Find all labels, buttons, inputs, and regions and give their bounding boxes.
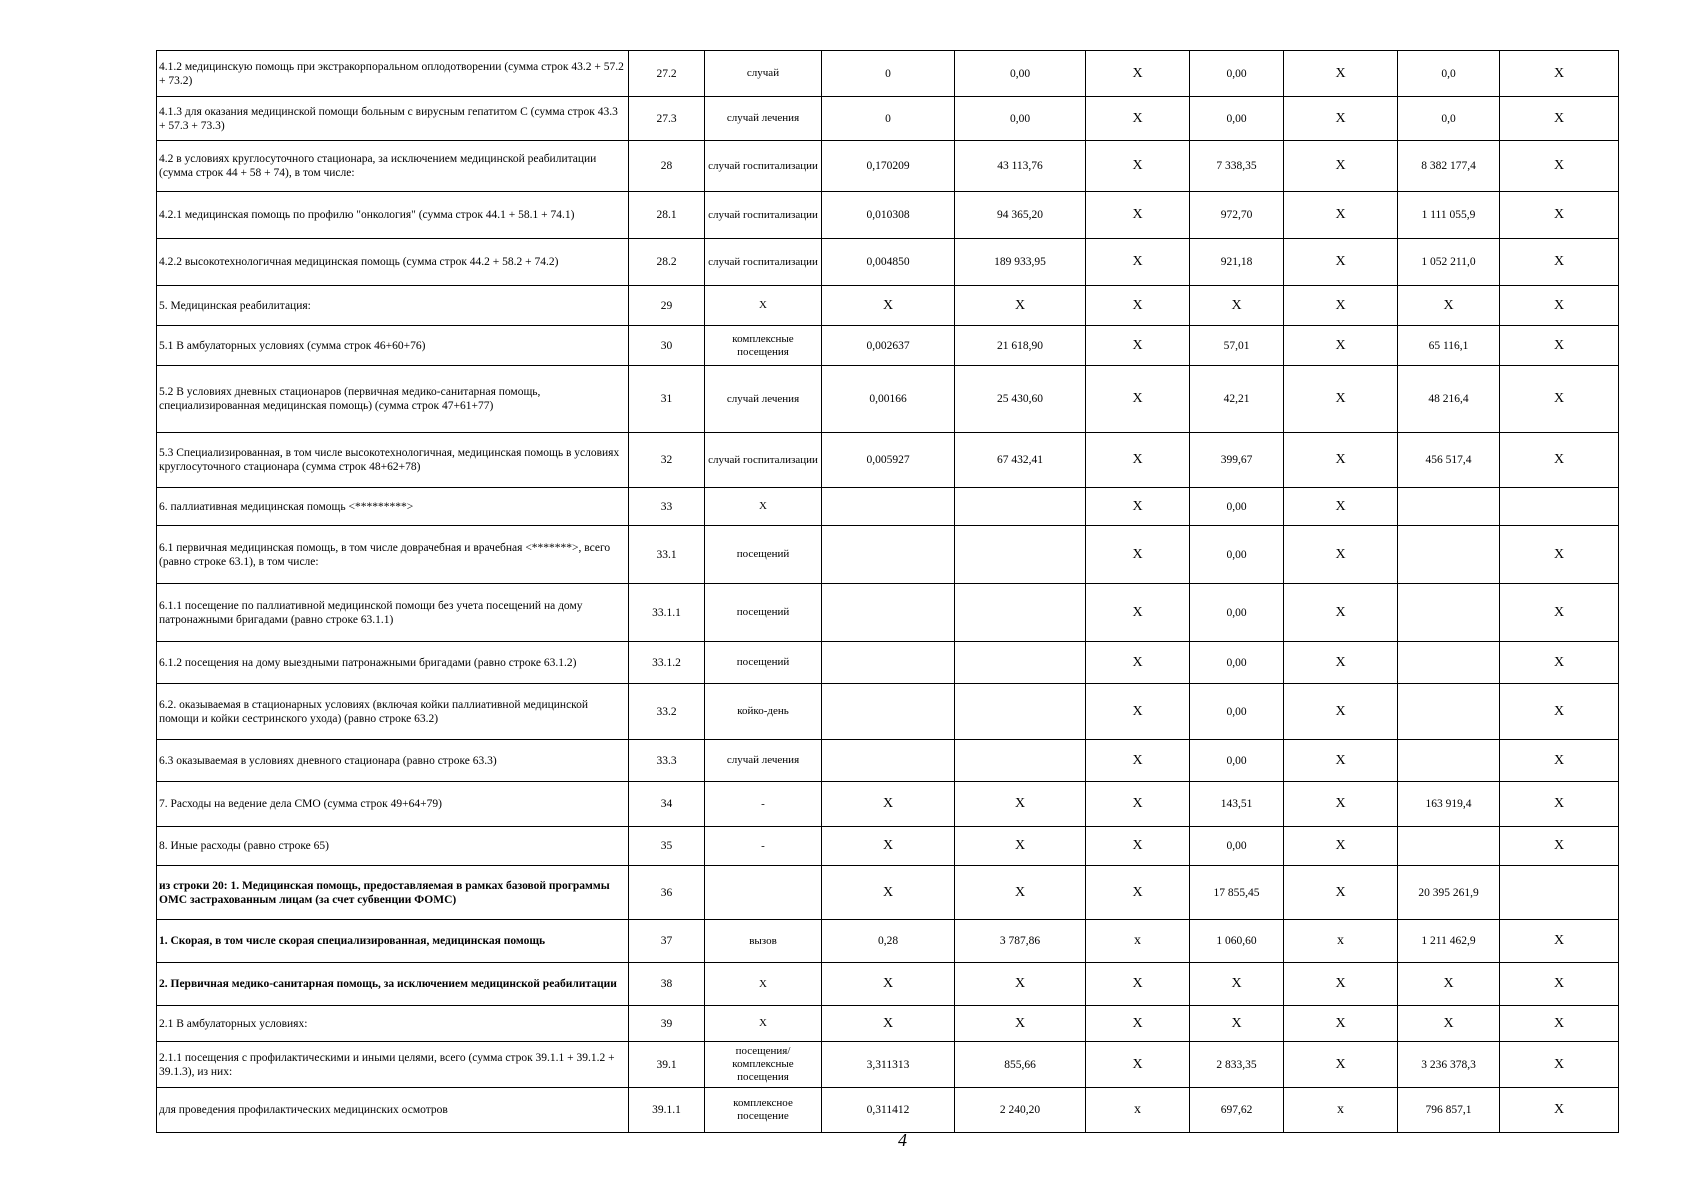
- cell-c6: X: [1086, 782, 1190, 827]
- cell-c10: [1500, 488, 1619, 526]
- cell-num: 28.1: [629, 192, 705, 239]
- cell-c6: X: [1086, 740, 1190, 782]
- cell-unit: случай: [705, 51, 822, 97]
- cell-c7: 143,51: [1190, 782, 1284, 827]
- cell-num: 33.1: [629, 526, 705, 584]
- cell-c10: X: [1500, 782, 1619, 827]
- cell-c7: 1 060,60: [1190, 920, 1284, 963]
- cell-c10: X: [1500, 827, 1619, 866]
- cell-c8: X: [1284, 684, 1398, 740]
- cell-c6: X: [1086, 584, 1190, 642]
- cell-c9: 8 382 177,4: [1398, 141, 1500, 192]
- cell-c10: X: [1500, 286, 1619, 326]
- cell-c10: X: [1500, 740, 1619, 782]
- cell-c5: 25 430,60: [955, 366, 1086, 433]
- cell-c7: 0,00: [1190, 740, 1284, 782]
- cell-c9: X: [1398, 963, 1500, 1006]
- cell-unit: X: [705, 286, 822, 326]
- cell-c6: X: [1086, 51, 1190, 97]
- table-row: [157, 366, 1619, 433]
- cell-c8: X: [1284, 141, 1398, 192]
- table-row: [157, 866, 1619, 920]
- cell-c8: X: [1284, 740, 1398, 782]
- cell-c5: X: [955, 827, 1086, 866]
- table-row: [157, 642, 1619, 684]
- cell-unit: X: [705, 963, 822, 1006]
- cell-c10: X: [1500, 366, 1619, 433]
- cell-c10: X: [1500, 920, 1619, 963]
- table-row: [157, 782, 1619, 827]
- cell-c9: [1398, 584, 1500, 642]
- cell-c5: [955, 488, 1086, 526]
- cell-c7: 921,18: [1190, 239, 1284, 286]
- cell-c4: [822, 740, 955, 782]
- cell-c9: 1 052 211,0: [1398, 239, 1500, 286]
- cell-unit: койко-день: [705, 684, 822, 740]
- cell-c7: 399,67: [1190, 433, 1284, 488]
- cell-num: 38: [629, 963, 705, 1006]
- cell-c5: [955, 526, 1086, 584]
- data-table-sheet: [156, 50, 1618, 1133]
- cell-c4: [822, 642, 955, 684]
- table-row: [157, 1088, 1619, 1133]
- cell-num: 33.1.2: [629, 642, 705, 684]
- table-row: [157, 1042, 1619, 1088]
- cell-c8: x: [1284, 920, 1398, 963]
- cell-num: 33.2: [629, 684, 705, 740]
- cell-num: 28.2: [629, 239, 705, 286]
- cell-c9: [1398, 827, 1500, 866]
- table-row: [157, 526, 1619, 584]
- cell-c4: [822, 684, 955, 740]
- cell-name: 1. Скорая, в том числе скорая специализированная, медицинская помощь: [157, 920, 629, 963]
- cell-unit: случай лечения: [705, 366, 822, 433]
- cell-c10: [1500, 866, 1619, 920]
- cell-c8: X: [1284, 1042, 1398, 1088]
- cell-c9: X: [1398, 286, 1500, 326]
- cell-c7: 57,01: [1190, 326, 1284, 366]
- cell-c9: 0,0: [1398, 51, 1500, 97]
- cell-c8: X: [1284, 782, 1398, 827]
- cell-c5: 21 618,90: [955, 326, 1086, 366]
- cell-c4: 0,311412: [822, 1088, 955, 1133]
- cell-c5: 855,66: [955, 1042, 1086, 1088]
- cell-c8: X: [1284, 963, 1398, 1006]
- cell-c9: 3 236 378,3: [1398, 1042, 1500, 1088]
- cell-c10: X: [1500, 97, 1619, 141]
- cell-unit: комплексные посещения: [705, 326, 822, 366]
- cell-c7: 0,00: [1190, 526, 1284, 584]
- table-row: [157, 740, 1619, 782]
- table-row: [157, 239, 1619, 286]
- cell-c8: X: [1284, 1006, 1398, 1042]
- cell-c9: 1 111 055,9: [1398, 192, 1500, 239]
- cell-unit: комплексное посещение: [705, 1088, 822, 1133]
- cell-name: 6.1.2 посещения на дому выездными патронажными бригадами (равно строке 63.1.2): [157, 642, 629, 684]
- cell-c6: X: [1086, 239, 1190, 286]
- table-row: [157, 963, 1619, 1006]
- cell-c4: 0,005927: [822, 433, 955, 488]
- cell-name: 4.2 в условиях круглосуточного стационара, за исключением медицинской реабилитации (сумма строк 44 + 58 + 74), в том числе:: [157, 141, 629, 192]
- cell-name: 5.2 В условиях дневных стационаров (первичная медико-санитарная помощь, специализированная медицинская помощь) (сумма строк 47+61+77): [157, 366, 629, 433]
- cell-name: 6.1 первичная медицинская помощь, в том числе доврачебная и врачебная <*******>, всего (равно строке 63.1), в том числе:: [157, 526, 629, 584]
- cell-c9: [1398, 740, 1500, 782]
- cell-unit: X: [705, 1006, 822, 1042]
- table-row: [157, 1006, 1619, 1042]
- cell-c6: X: [1086, 642, 1190, 684]
- cell-c6: X: [1086, 286, 1190, 326]
- cell-c10: X: [1500, 1006, 1619, 1042]
- cell-c5: 2 240,20: [955, 1088, 1086, 1133]
- cell-name: 4.1.3 для оказания медицинской помощи больным с вирусным гепатитом С (сумма строк 43.3 + 57.3 + 73.3): [157, 97, 629, 141]
- cell-name: 6.2. оказываемая в стационарных условиях (включая койки паллиативной медицинской помощи и койки сестринского ухода) (равно строке 63.2): [157, 684, 629, 740]
- cell-c8: X: [1284, 526, 1398, 584]
- cell-c5: 43 113,76: [955, 141, 1086, 192]
- cell-c9: 456 517,4: [1398, 433, 1500, 488]
- cell-c5: [955, 584, 1086, 642]
- cell-c7: 0,00: [1190, 488, 1284, 526]
- cell-c4: X: [822, 866, 955, 920]
- cell-unit: -: [705, 782, 822, 827]
- cell-c7: X: [1190, 963, 1284, 1006]
- cell-unit: посещения/комплексные посещения: [705, 1042, 822, 1088]
- cell-name: 4.2.1 медицинская помощь по профилю "онкология" (сумма строк 44.1 + 58.1 + 74.1): [157, 192, 629, 239]
- cell-c10: X: [1500, 526, 1619, 584]
- cell-name: 4.1.2 медицинскую помощь при экстракорпоральном оплодотворении (сумма строк 43.2 + 57.2 + 73.2): [157, 51, 629, 97]
- cell-c8: X: [1284, 433, 1398, 488]
- cell-c6: X: [1086, 97, 1190, 141]
- cell-c4: [822, 526, 955, 584]
- cell-c6: X: [1086, 684, 1190, 740]
- cell-unit: -: [705, 827, 822, 866]
- cell-c4: 0: [822, 51, 955, 97]
- cell-c4: X: [822, 782, 955, 827]
- cell-c5: X: [955, 866, 1086, 920]
- cell-unit: вызов: [705, 920, 822, 963]
- table-row: [157, 488, 1619, 526]
- cell-name: из строки 20: 1. Медицинская помощь, предоставляемая в рамках базовой программы ОМС застрахованным лицам (за счет субвенции ФОМС): [157, 866, 629, 920]
- cell-c5: 0,00: [955, 97, 1086, 141]
- cell-c9: 796 857,1: [1398, 1088, 1500, 1133]
- cell-unit: [705, 866, 822, 920]
- cell-c5: 3 787,86: [955, 920, 1086, 963]
- cell-c5: X: [955, 1006, 1086, 1042]
- cell-c9: 48 216,4: [1398, 366, 1500, 433]
- cell-unit: случай лечения: [705, 97, 822, 141]
- cell-c6: x: [1086, 1088, 1190, 1133]
- table-row: [157, 286, 1619, 326]
- cell-c4: 0,00166: [822, 366, 955, 433]
- cell-num: 37: [629, 920, 705, 963]
- cell-c10: X: [1500, 326, 1619, 366]
- cell-c9: 20 395 261,9: [1398, 866, 1500, 920]
- cell-c7: 42,21: [1190, 366, 1284, 433]
- cell-c7: 0,00: [1190, 97, 1284, 141]
- cell-c6: X: [1086, 827, 1190, 866]
- cell-c7: 7 338,35: [1190, 141, 1284, 192]
- cell-c5: X: [955, 782, 1086, 827]
- cell-c5: [955, 642, 1086, 684]
- cell-c8: X: [1284, 866, 1398, 920]
- cell-unit: посещений: [705, 526, 822, 584]
- cell-c6: X: [1086, 366, 1190, 433]
- cell-c6: X: [1086, 141, 1190, 192]
- cell-c6: X: [1086, 866, 1190, 920]
- cell-c6: X: [1086, 192, 1190, 239]
- cell-c10: X: [1500, 51, 1619, 97]
- cell-c9: [1398, 526, 1500, 584]
- cell-c8: X: [1284, 642, 1398, 684]
- cell-num: 27.3: [629, 97, 705, 141]
- cell-c5: 0,00: [955, 51, 1086, 97]
- cell-num: 39.1.1: [629, 1088, 705, 1133]
- cell-c10: X: [1500, 192, 1619, 239]
- cell-c5: [955, 740, 1086, 782]
- cell-c5: 94 365,20: [955, 192, 1086, 239]
- cell-c6: X: [1086, 326, 1190, 366]
- cell-c6: X: [1086, 1006, 1190, 1042]
- cell-num: 36: [629, 866, 705, 920]
- cell-c4: 0,28: [822, 920, 955, 963]
- cell-c4: [822, 584, 955, 642]
- cell-c7: 0,00: [1190, 51, 1284, 97]
- table-row: [157, 326, 1619, 366]
- cell-name: 2. Первичная медико-санитарная помощь, за исключением медицинской реабилитации: [157, 963, 629, 1006]
- table-row: [157, 433, 1619, 488]
- cell-num: 39: [629, 1006, 705, 1042]
- cell-c8: X: [1284, 239, 1398, 286]
- cell-c7: 2 833,35: [1190, 1042, 1284, 1088]
- cell-c4: 0,002637: [822, 326, 955, 366]
- cell-c10: X: [1500, 1042, 1619, 1088]
- cell-c5: [955, 684, 1086, 740]
- cell-c6: X: [1086, 526, 1190, 584]
- cell-c6: x: [1086, 920, 1190, 963]
- cell-unit: случай госпитализации: [705, 192, 822, 239]
- cell-c8: X: [1284, 827, 1398, 866]
- cell-c4: X: [822, 963, 955, 1006]
- table-row: [157, 584, 1619, 642]
- table-row: [157, 827, 1619, 866]
- cell-unit: X: [705, 488, 822, 526]
- cell-num: 39.1: [629, 1042, 705, 1088]
- cell-c10: X: [1500, 433, 1619, 488]
- cell-unit: случай лечения: [705, 740, 822, 782]
- cell-name: 2.1 В амбулаторных условиях:: [157, 1006, 629, 1042]
- cell-c7: 0,00: [1190, 684, 1284, 740]
- cell-c7: 0,00: [1190, 642, 1284, 684]
- cell-c8: X: [1284, 488, 1398, 526]
- cell-c4: 3,311313: [822, 1042, 955, 1088]
- cell-num: 31: [629, 366, 705, 433]
- cell-c8: X: [1284, 51, 1398, 97]
- cell-name: 5.1 В амбулаторных условиях (сумма строк 46+60+76): [157, 326, 629, 366]
- cell-c4: X: [822, 1006, 955, 1042]
- cell-name: 6. паллиативная медицинская помощь <*********>: [157, 488, 629, 526]
- cell-c7: X: [1190, 286, 1284, 326]
- cell-name: 6.3 оказываемая в условиях дневного стационара (равно строке 63.3): [157, 740, 629, 782]
- cell-num: 30: [629, 326, 705, 366]
- cell-name: 8. Иные расходы (равно строке 65): [157, 827, 629, 866]
- cell-c6: X: [1086, 433, 1190, 488]
- table-row: [157, 141, 1619, 192]
- program-cost-table: [156, 50, 1619, 1133]
- cell-num: 32: [629, 433, 705, 488]
- cell-c5: 189 933,95: [955, 239, 1086, 286]
- cell-name: 4.2.2 высокотехнологичная медицинская помощь (сумма строк 44.2 + 58.2 + 74.2): [157, 239, 629, 286]
- cell-c4: 0,004850: [822, 239, 955, 286]
- cell-c5: 67 432,41: [955, 433, 1086, 488]
- cell-unit: случай госпитализации: [705, 141, 822, 192]
- cell-c4: 0: [822, 97, 955, 141]
- cell-c10: X: [1500, 239, 1619, 286]
- table-row: [157, 684, 1619, 740]
- cell-unit: случай госпитализации: [705, 433, 822, 488]
- cell-c6: X: [1086, 488, 1190, 526]
- cell-name: 7. Расходы на ведение дела СМО (сумма строк 49+64+79): [157, 782, 629, 827]
- cell-c4: X: [822, 286, 955, 326]
- cell-num: 33: [629, 488, 705, 526]
- cell-c5: X: [955, 963, 1086, 1006]
- cell-name: 6.1.1 посещение по паллиативной медицинской помощи без учета посещений на дому патронажными бригадами (равно строке 63.1.1): [157, 584, 629, 642]
- cell-name: 2.1.1 посещения с профилактическими и иными целями, всего (сумма строк 39.1.1 + 39.1.2 + 39.1.3), из них:: [157, 1042, 629, 1088]
- cell-c10: X: [1500, 963, 1619, 1006]
- cell-num: 28: [629, 141, 705, 192]
- cell-unit: посещений: [705, 642, 822, 684]
- cell-c7: 697,62: [1190, 1088, 1284, 1133]
- page-number: 4: [898, 1130, 907, 1150]
- table-row: [157, 920, 1619, 963]
- cell-unit: случай госпитализации: [705, 239, 822, 286]
- cell-c8: X: [1284, 366, 1398, 433]
- cell-c8: X: [1284, 286, 1398, 326]
- cell-c6: X: [1086, 963, 1190, 1006]
- cell-c6: X: [1086, 1042, 1190, 1088]
- cell-c7: 0,00: [1190, 827, 1284, 866]
- cell-c10: X: [1500, 642, 1619, 684]
- cell-num: 29: [629, 286, 705, 326]
- cell-c9: [1398, 684, 1500, 740]
- table-row: [157, 51, 1619, 97]
- cell-c10: X: [1500, 141, 1619, 192]
- cell-name: 5. Медицинская реабилитация:: [157, 286, 629, 326]
- cell-num: 27.2: [629, 51, 705, 97]
- cell-c9: 0,0: [1398, 97, 1500, 141]
- cell-c10: X: [1500, 684, 1619, 740]
- cell-c8: X: [1284, 97, 1398, 141]
- cell-c7: X: [1190, 1006, 1284, 1042]
- cell-num: 33.1.1: [629, 584, 705, 642]
- cell-c4: 0,170209: [822, 141, 955, 192]
- cell-c8: x: [1284, 1088, 1398, 1133]
- cell-c7: 0,00: [1190, 584, 1284, 642]
- cell-c9: [1398, 488, 1500, 526]
- cell-c4: X: [822, 827, 955, 866]
- cell-name: 5.3 Специализированная, в том числе высокотехнологичная, медицинская помощь в условиях круглосуточного стационара (сумма строк 48+62+78): [157, 433, 629, 488]
- table-body: [157, 51, 1619, 1133]
- cell-c9: 1 211 462,9: [1398, 920, 1500, 963]
- table-row: [157, 97, 1619, 141]
- cell-c8: X: [1284, 326, 1398, 366]
- cell-num: 34: [629, 782, 705, 827]
- cell-c5: X: [955, 286, 1086, 326]
- cell-c7: 17 855,45: [1190, 866, 1284, 920]
- cell-name: для проведения профилактических медицинских осмотров: [157, 1088, 629, 1133]
- cell-c10: X: [1500, 1088, 1619, 1133]
- cell-unit: посещений: [705, 584, 822, 642]
- cell-num: 33.3: [629, 740, 705, 782]
- table-row: [157, 192, 1619, 239]
- cell-c10: X: [1500, 584, 1619, 642]
- cell-c4: 0,010308: [822, 192, 955, 239]
- cell-c9: 65 116,1: [1398, 326, 1500, 366]
- cell-c9: X: [1398, 1006, 1500, 1042]
- cell-c9: 163 919,4: [1398, 782, 1500, 827]
- cell-c8: X: [1284, 584, 1398, 642]
- cell-num: 35: [629, 827, 705, 866]
- cell-c4: [822, 488, 955, 526]
- cell-c8: X: [1284, 192, 1398, 239]
- cell-c9: [1398, 642, 1500, 684]
- cell-c7: 972,70: [1190, 192, 1284, 239]
